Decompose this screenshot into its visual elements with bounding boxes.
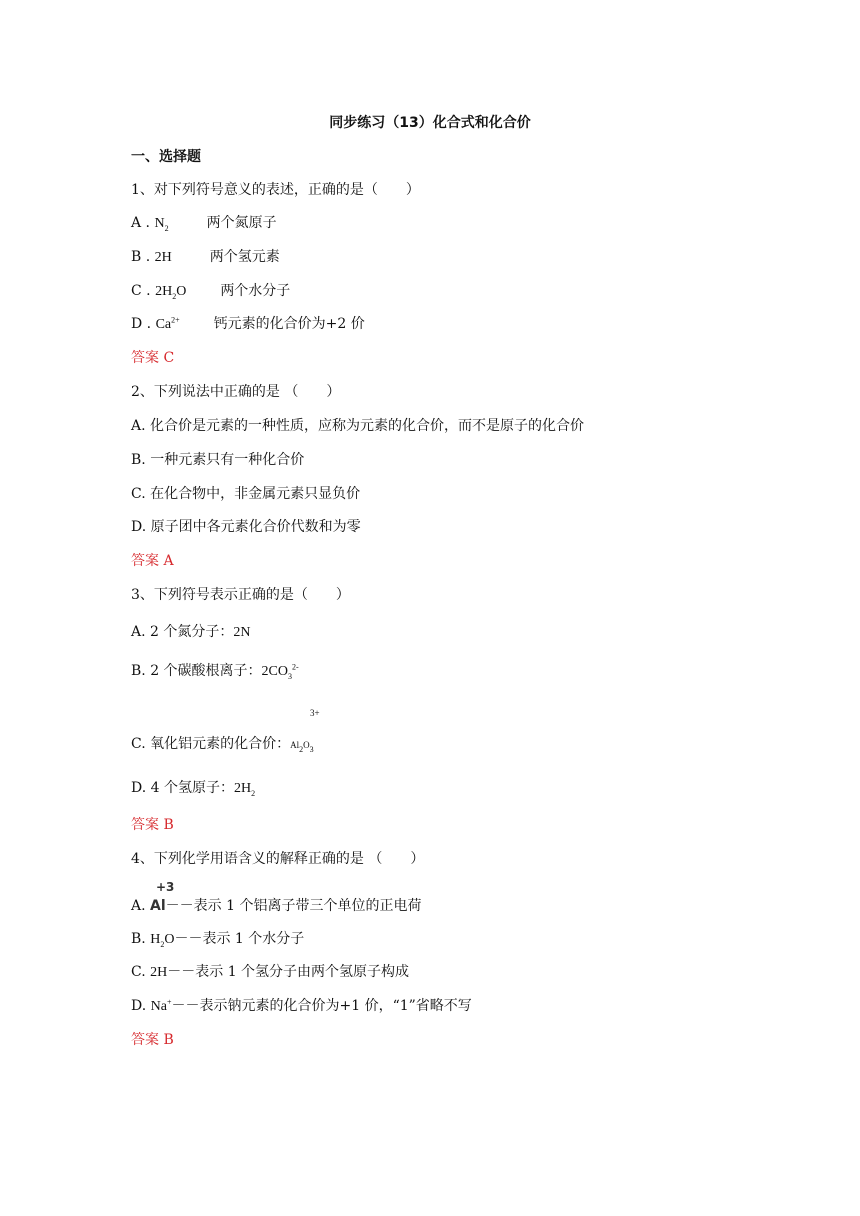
q3-answer: 答案 B	[131, 817, 174, 833]
q3-option-b: B. 2 个碳酸根离子：$2CO_3^{2-}$	[131, 662, 299, 681]
q4-option-b: B. $H_2O--$表示 1 个水分子	[131, 931, 305, 949]
section-heading: 一、选择题	[131, 149, 201, 165]
q4-option-a: A. Al－－表示 1 个铝离子带三个单位的正电荷	[131, 898, 422, 914]
q1-answer: 答案 C	[131, 350, 175, 366]
q3-option-d: D. 4 个氢原子：$2H_2$	[131, 780, 256, 798]
q4-stem: 4、下列化学用语含义的解释正确的是 （ ）	[131, 851, 425, 867]
q1-option-c: C . $2H_2O$ 两个水分子	[131, 283, 291, 301]
q4-option-a-valence: +3	[156, 880, 175, 894]
q4-answer: 答案 B	[131, 1032, 174, 1048]
q2-answer: 答案 A	[131, 553, 174, 569]
q3-option-a: A. 2 个氮分子：2N	[131, 624, 251, 640]
page-title: 同步练习（13）化合式和化合价	[329, 115, 531, 131]
q1-option-d: D . $Ca^{2+}$ 钙元素的化合价为+2 价	[131, 315, 365, 332]
q4-option-c: C. 2H－－表示 1 个氢分子由两个氢原子构成	[131, 964, 410, 980]
q2-option-d: D. 原子团中各元素化合价代数和为零	[131, 519, 361, 535]
q3-option-c-valence: 3+	[310, 708, 320, 718]
q3-stem: 3、下列符号表示正确的是（ ）	[131, 587, 350, 603]
q2-option-a: A. 化合价是元素的一种性质，应称为元素的化合价，而不是原子的化合价	[131, 418, 585, 434]
q2-option-b: B. 一种元素只有一种化合价	[131, 452, 305, 468]
q1-option-a: A . $N_2$ 两个氮原子	[131, 215, 277, 233]
q1-option-b: B . 2H 两个氢元素	[131, 249, 280, 265]
q4-option-d: D. Na+－－表示钠元素的化合价为+1 价，“1”省略不写	[131, 997, 472, 1014]
q1-stem: 1、对下列符号意义的表述，正确的是（ ）	[131, 182, 420, 198]
q3-option-c: C. 氧化铝元素的化合价：$Al_2O_3$	[131, 736, 314, 754]
q2-stem: 2、下列说法中正确的是 （ ）	[131, 384, 341, 400]
q2-option-c: C. 在化合物中，非金属元素只显负价	[131, 486, 361, 502]
